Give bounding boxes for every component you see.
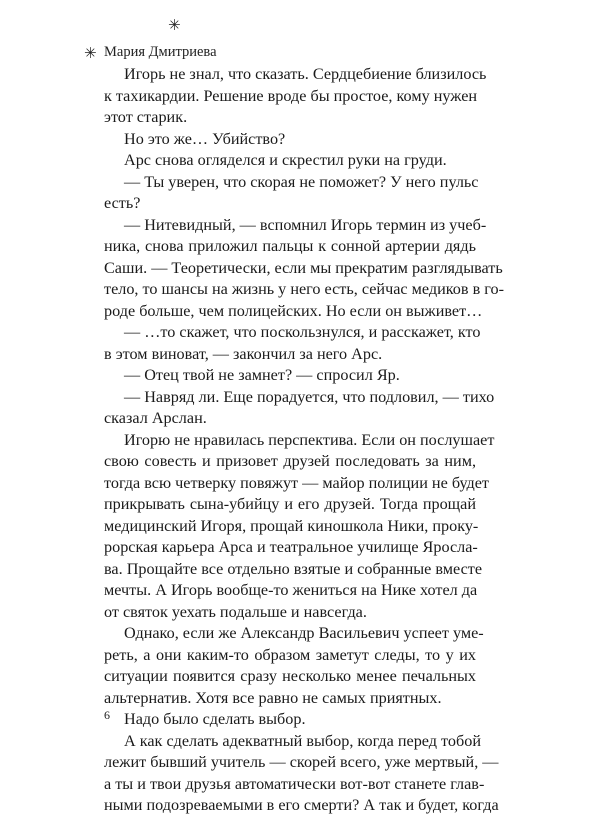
text-line: — Отец твой не замнет? — спросил Яр. (124, 366, 400, 384)
text-line: Саши. — Теоретически, если мы прекратим разглядывать (104, 258, 503, 277)
text-line: тело, то шансы на жизнь у него есть, сейчас медиков в го- (104, 280, 504, 298)
text-line: есть? (104, 194, 141, 212)
snowflake-icon: ✳ (168, 16, 181, 34)
text-line: медицинский Игоря, прощай киношкола Ники, проку- (104, 516, 479, 535)
text-line: а ты и твои друзья автоматически вот-вот станете глав- (104, 774, 485, 793)
text-line: — …то скажет, что поскользнулся, и расскажет, кто (124, 323, 481, 341)
text-line: — Ты уверен, что скорая не поможет? У него пульс (124, 172, 479, 191)
text-line: альтернатив. Хотя все равно не самых приятных. (104, 688, 442, 707)
body-text (104, 64, 504, 817)
snowflake-icon: ✳ (84, 44, 97, 62)
text-line: в этом виноват, — закончил за него Арс. (104, 344, 383, 363)
text-line: ва. Прощайте все отдельно взятые и собранные вместе (104, 559, 483, 578)
page-number: 6 (104, 708, 110, 722)
text-line: роде больше, чем полицейских. Но если он выживет… (104, 301, 483, 320)
running-header-author: Мария Дмитриева (104, 44, 217, 60)
text-line: Игорь не знал, что сказать. Сердцебиение близилось (124, 65, 487, 83)
text-line: лежит бывший учитель — скорей всего, уже мертвый, — (104, 753, 499, 771)
text-line: Но это же… Убийство? (124, 129, 286, 148)
text-line: — Нитевидный, — вспомнил Игорь термин из учеб- (124, 215, 487, 234)
text-line: прикрывать сына-убийцу и его друзей. Тогда прощай (104, 495, 476, 513)
text-line: Игорю не нравилась перспектива. Если он послушает (124, 430, 495, 449)
text-line: Надо было сделать выбор. (124, 710, 306, 728)
text-line: А как сделать адекватный выбор, когда перед тобой (124, 731, 482, 750)
text-line: рорская карьера Арса и театральное училище Яросла- (104, 538, 478, 556)
text-line: реть, а они каким-то образом заметут следы, то у их (104, 645, 476, 664)
text-line: свою совесть и призовет друзей последовать за ним, (104, 452, 476, 470)
text-line: этот старик. (104, 108, 188, 126)
text-line: тогда всю четверку повяжут — майор полиции не будет (104, 473, 490, 492)
text-line: от святок уехать подальше и навсегда. (104, 602, 367, 621)
text-line: ника, снова приложил пальцы к сонной артерии дядь (104, 237, 476, 255)
text-line: к тахикардии. Решение вроде бы простое, кому нужен (104, 86, 478, 105)
text-line: Однако, если же Александр Васильевич успеет уме- (124, 624, 484, 642)
text-line: Арс снова огляделся и скрестил руки на груди. (124, 151, 447, 169)
text-line: мечты. А Игорь вообще-то жениться на Нике хотел да (104, 581, 478, 599)
text-line: сказал Арслан. (104, 409, 207, 427)
text-line: ситуации появится сразу несколько менее печальных (104, 667, 476, 685)
text-line: — Навряд ли. Еще порадуется, что подловил, — тихо (124, 387, 495, 406)
text-line: ными подозреваемыми в его смерти? А так и будет, когда (104, 796, 499, 814)
